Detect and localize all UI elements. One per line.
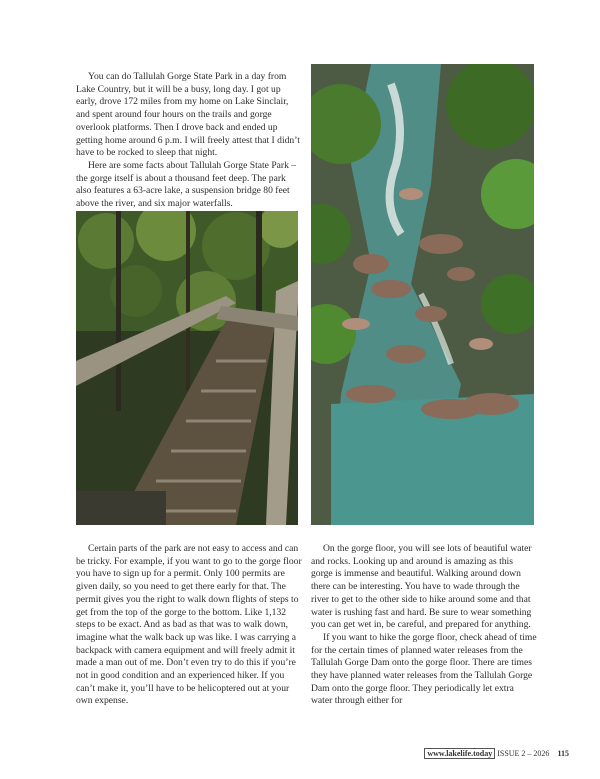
left-paragraph-1: Certain parts of the park are not easy to access and can be tricky. For example, if you want to go to the gorge floor you have to sign up for a permit. Only 100 permits are given daily, so you need to get there early for that. The permit gives you the right to walk down flights of steps to get from the top of the gorge to the bottom. Like 1,132 steps to be exact. And as bad as that was to walk down, imagine what the walk back up was like. I was carrying a backpack with camera equipment and will freely admit it made a man out of me. Don’t even try to do this if you’re not in good condition and an experienced hiker. If you can’t make it, you’ll have to be helicoptered out at your own expense. [76, 543, 302, 707]
right-paragraph-1: On the gorge floor, you will see lots of beautiful water and rocks. Looking up and around is amazing as this gorge is immense and beautiful. Walking around down there can be interesting. You have to wade through the river to get to the other side to hike around some and that water is rushing fast and hard. Be sure to wear something you can get wet in, be careful, and prepared for anything. [311, 543, 532, 631]
page-footer [424, 749, 569, 758]
footer-issue: ISSUE 2 – 2026 [497, 749, 550, 758]
stairs-photo [76, 211, 298, 525]
right-column [311, 543, 537, 708]
right-paragraph-2: If you want to hike the gorge floor, check ahead of time for the certain times of planned water releases from the Tallulah Gorge Dam onto the gorge floor. There are times they have planned water releases from the Tallulah Gorge Dam onto the gorge floor. They periodically let extra water through either for [311, 631, 537, 707]
page-number: 115 [557, 749, 569, 758]
intro-column [76, 71, 300, 211]
intro-paragraph-2: Here are some facts about Tallulah Gorge State Park – the gorge itself is about a thousand feet deep. The park also features a 63-acre lake, a suspension bridge 80 feet above the river, and six major waterfalls. [76, 159, 297, 210]
footer-site-link[interactable]: www.lakelife.today [424, 748, 495, 759]
river-photo [311, 64, 534, 525]
intro-paragraph-1: You can do Tallulah Gorge State Park in a day from Lake Country, but it will be a busy, long day. I got up early, drove 172 miles from my home on Lake Sinclair, and spent around four hours on the trails and gorge overlook platforms. Then I drove back and ended up getting home around 6 p.m. I will freely attest that I didn’t have to be rocked to sleep that night. [76, 71, 300, 159]
left-column [76, 543, 302, 708]
